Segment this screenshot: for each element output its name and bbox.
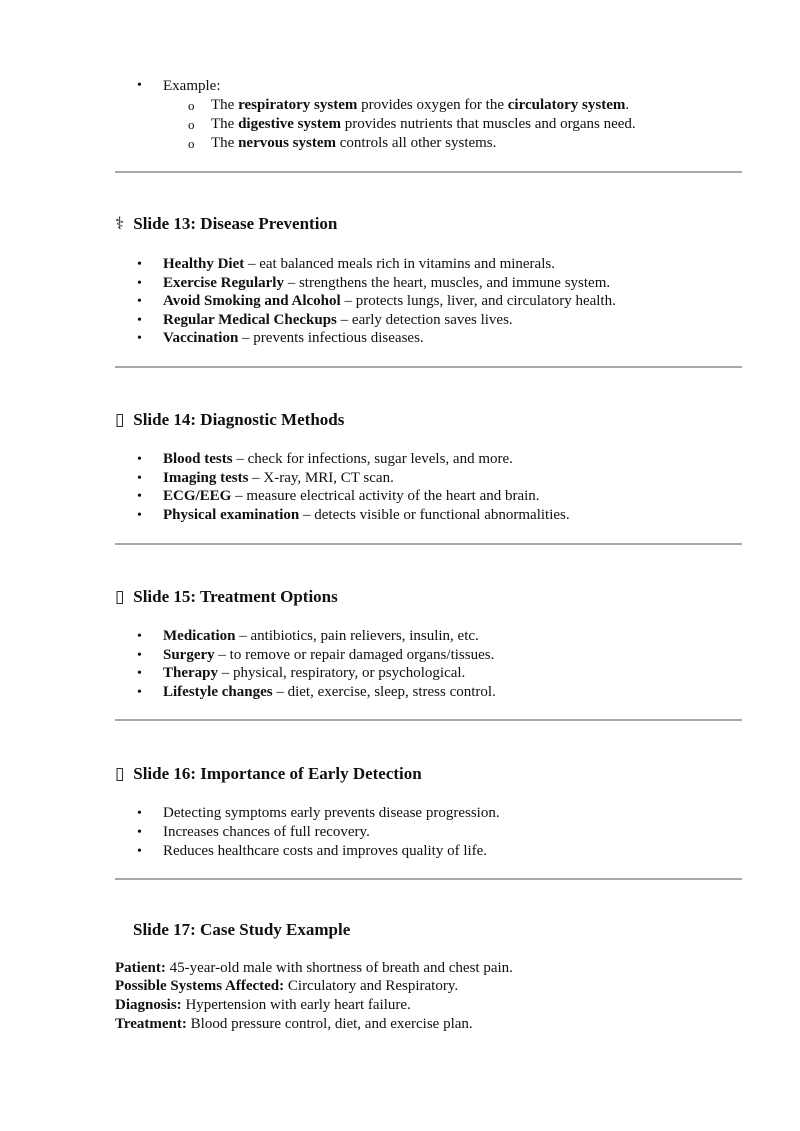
case-systems: Possible Systems Affected: Circulatory and Respiratory. [115, 978, 459, 994]
missing-glyph-icon: ▯ [115, 587, 125, 606]
missing-glyph-icon: ▯ [115, 764, 125, 783]
slide-13-heading: ⚕ Slide 13: Disease Prevention [115, 214, 338, 233]
list-item: Increases chances of full recovery. [163, 824, 370, 840]
list-item: Avoid Smoking and Alcohol – protects lungs, liver, and circulatory health. [163, 293, 616, 309]
case-diagnosis: Diagnosis: Hypertension with early heart failure. [115, 997, 411, 1013]
bullet-icon: • [137, 489, 142, 504]
list-item: Detecting symptoms early prevents disease progression. [163, 805, 500, 821]
example-item: The respiratory system provides oxygen for the circulatory system. [211, 97, 630, 113]
bullet-icon: • [137, 666, 142, 681]
bullet-icon: • [137, 648, 142, 663]
bullet-icon: • [137, 844, 142, 859]
list-item: Blood tests – check for infections, sugar levels, and more. [163, 451, 513, 467]
horizontal-rule [115, 171, 742, 173]
slide-17-heading: Slide 17: Case Study Example [133, 920, 351, 939]
list-item: Surgery – to remove or repair damaged organs/tissues. [163, 647, 495, 663]
bullet-icon: • [137, 629, 142, 644]
example-item: The digestive system provides nutrients that muscles and organs need. [211, 116, 636, 132]
sub-bullet-icon: o [188, 136, 195, 151]
case-patient: Patient: 45-year-old male with shortness of breath and chest pain. [115, 960, 513, 976]
bullet-icon: • [137, 257, 142, 272]
example-label: Example: [163, 78, 221, 94]
list-item: ECG/EEG – measure electrical activity of the heart and brain. [163, 488, 540, 504]
bullet-icon: • [137, 276, 142, 291]
bullet-icon: • [137, 313, 142, 328]
list-item: Imaging tests – X-ray, MRI, CT scan. [163, 470, 394, 486]
case-treatment: Treatment: Blood pressure control, diet, and exercise plan. [115, 1016, 473, 1032]
horizontal-rule [115, 366, 742, 368]
list-item: Exercise Regularly – strengthens the heart, muscles, and immune system. [163, 275, 611, 291]
slide-15-heading: ▯ Slide 15: Treatment Options [115, 587, 338, 606]
horizontal-rule [115, 719, 742, 721]
list-item: Vaccination – prevents infectious diseases. [163, 330, 424, 346]
missing-glyph-icon: ▯ [115, 410, 125, 429]
bullet-icon: • [137, 825, 142, 840]
list-item: Healthy Diet – eat balanced meals rich in vitamins and minerals. [163, 256, 555, 272]
list-item: Physical examination – detects visible or functional abnormalities. [163, 507, 570, 523]
slide-14-heading: ▯ Slide 14: Diagnostic Methods [115, 410, 345, 429]
sub-bullet-icon: o [188, 98, 195, 113]
example-item: The nervous system controls all other systems. [211, 135, 497, 151]
list-item: Regular Medical Checkups – early detection saves lives. [163, 312, 513, 328]
slide-16-heading: ▯ Slide 16: Importance of Early Detection [115, 764, 422, 783]
bullet-icon: • [137, 294, 142, 309]
list-item: Lifestyle changes – diet, exercise, sleep, stress control. [163, 684, 496, 700]
list-item: Medication – antibiotics, pain relievers, insulin, etc. [163, 628, 479, 644]
caduceus-icon: ⚕ [115, 214, 125, 233]
list-item: Therapy – physical, respiratory, or psychological. [163, 665, 466, 681]
bullet-icon: • [137, 685, 142, 700]
bullet-icon: • [137, 806, 142, 821]
horizontal-rule [115, 878, 742, 880]
sub-bullet-icon: o [188, 117, 195, 132]
bullet-icon: • [137, 78, 142, 93]
list-item: Reduces healthcare costs and improves quality of life. [163, 843, 488, 859]
bullet-icon: • [137, 471, 142, 486]
bullet-icon: • [137, 452, 142, 467]
horizontal-rule [115, 543, 742, 545]
bullet-icon: • [137, 508, 142, 523]
bullet-icon: • [137, 331, 142, 346]
